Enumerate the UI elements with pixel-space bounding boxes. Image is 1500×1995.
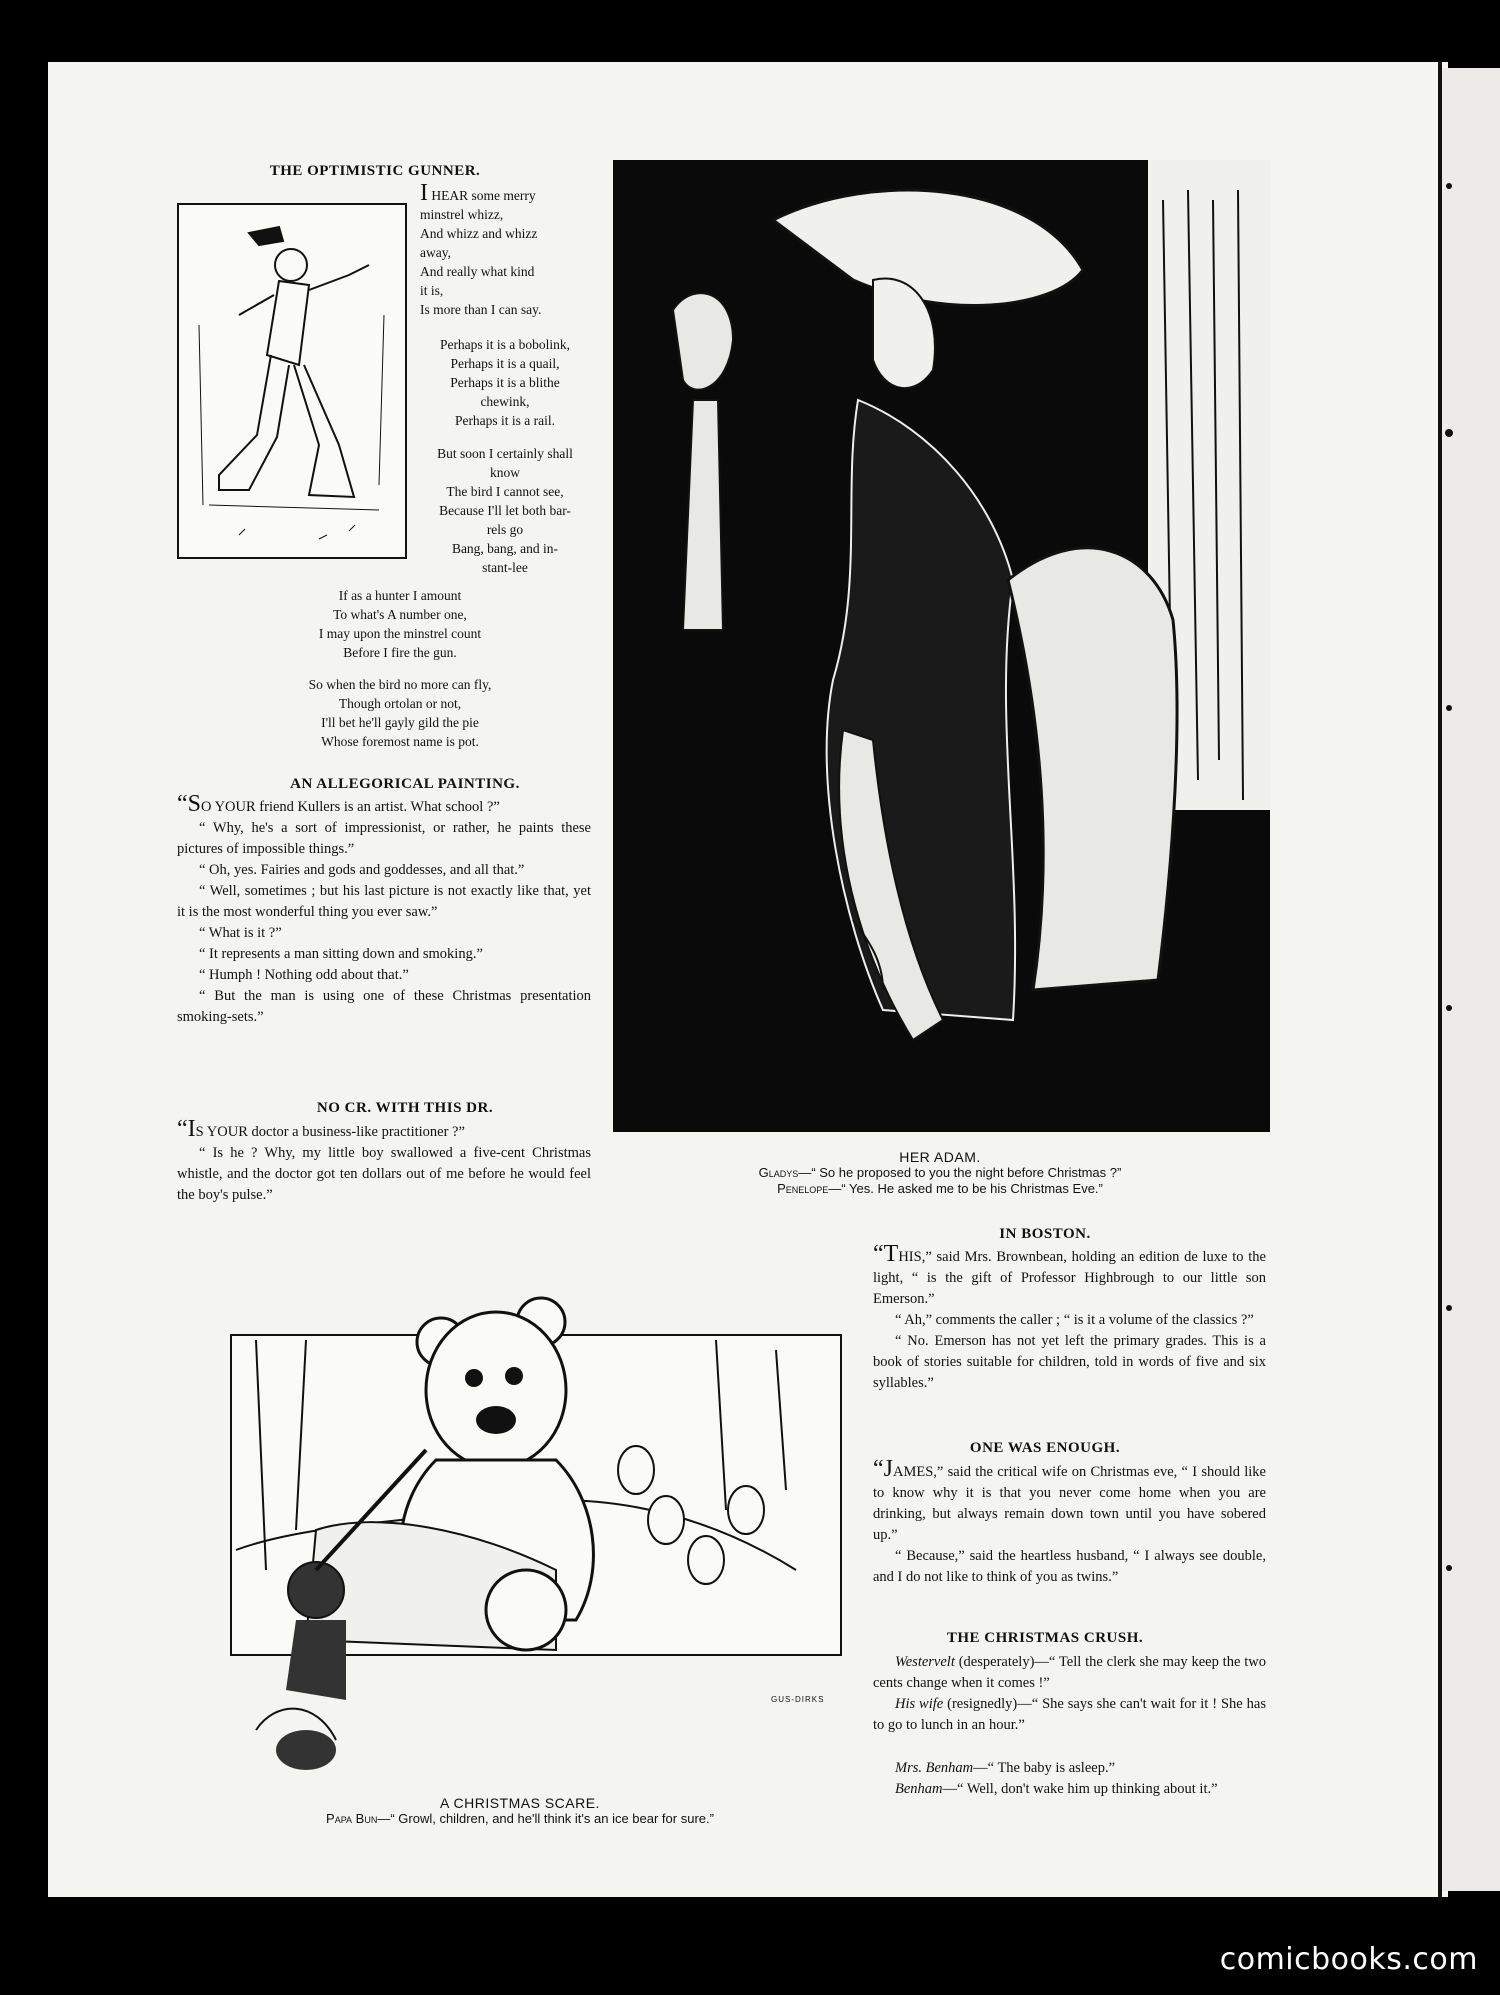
binding-marks (1442, 68, 1500, 1891)
poem-line: And really what kind (420, 264, 535, 279)
seated-woman-drawing (613, 160, 1270, 1132)
speaker: His wife (895, 1696, 944, 1712)
dialogue: (resignedly)—“ She says she can't wait for it ! She has to go to lunch in an hour.” (873, 1696, 1266, 1733)
allegorical-title: AN ALLEGORICAL PAINTING. (290, 776, 520, 792)
allegorical-article (177, 791, 591, 1028)
paragraph: “ Because,” said the heartless husband, “ I always see double, and I do not like to think of you as twins.” (873, 1548, 1266, 1585)
paragraph: “ What is it ?” (199, 925, 282, 941)
gunner-title: THE OPTIMISTIC GUNNER. (269, 163, 481, 179)
dialogue: —“ So he proposed to you the night before Christmas ?” (798, 1165, 1122, 1180)
poem-line: minstrel whizz, (420, 207, 504, 222)
poem-line: The bird I cannot see, (446, 484, 564, 499)
poem-line: I may upon the minstrel count (318, 626, 482, 641)
paragraph: “ It represents a man sitting down and smoking.” (199, 946, 483, 962)
dialogue: —“ Well, don't wake him up thinking about it.” (942, 1781, 1218, 1797)
enough-article (873, 1456, 1266, 1588)
paragraph: “ Oh, yes. Fairies and gods and goddesses, and all that.” (199, 862, 525, 878)
poem-line: And whizz and whizz (420, 226, 538, 241)
caption-line (640, 1181, 1240, 1197)
gunner-stanza-3 (420, 444, 590, 586)
poem-line: Before I fire the gun. (343, 645, 457, 660)
enough-title: ONE WAS ENOUGH. (969, 1440, 1121, 1456)
poem-line: Perhaps it is a quail, (450, 356, 560, 371)
poem-line: But soon I certainly shall (437, 446, 573, 461)
speaker: Penelope (777, 1181, 829, 1196)
speaker: Westervelt (895, 1654, 955, 1670)
poem-line: rels go (486, 522, 524, 537)
paragraph: “ Why, he's a sort of impressionist, or rather, he paints these pictures of impossible things.” (177, 820, 591, 857)
paragraph: “ Well, sometimes ; but his last picture is not exactly like that, yet it is the most wonderful thing you ever saw.” (177, 883, 591, 920)
nocr-article (177, 1116, 591, 1206)
poem-line: HEAR some merry (431, 188, 536, 203)
snow-bear-rabbits-drawing (196, 1270, 846, 1785)
poem-line: Bang, bang, and in- (451, 541, 559, 556)
open-quote: “ (873, 1241, 884, 1267)
dialogue: —“ The baby is asleep.” (973, 1760, 1116, 1776)
dialogue: —“ Growl, children, and he'll think it's an ice bear for sure.” (377, 1811, 714, 1826)
christmas-scare-illustration (196, 1270, 846, 1785)
paragraph: HIS,” said Mrs. Brownbean, holding an edition de luxe to the light, “ is the gift of Professor Highbrough to our little son Emerson.” (873, 1249, 1266, 1307)
poem-line: To what's A number one, (333, 607, 467, 622)
caption-title: HER ADAM. (899, 1149, 981, 1165)
poem-line: Perhaps it is a blithe (450, 375, 560, 390)
poem-line: Is more than I can say. (420, 302, 542, 317)
poem-line: Because I'll let both bar- (439, 503, 571, 518)
dialogue: (desperately)—“ Tell the clerk she may keep the two cents change when it comes !” (873, 1654, 1266, 1691)
poem-line: I'll bet he'll gayly gild the pie (321, 715, 479, 730)
paragraph: “ Ah,” comments the caller ; “ is it a volume of the classics ?” (895, 1312, 1254, 1328)
crush-title: THE CHRISTMAS CRUSH. (946, 1630, 1144, 1646)
gunner-stanza-1 (420, 180, 590, 328)
poem-line: Though ortolan or not, (338, 696, 462, 711)
poem-line: If as a hunter I amount (338, 588, 462, 603)
paragraph: “ But the man is using one of these Christmas presentation smoking-sets.” (177, 988, 591, 1025)
paragraph: O YOUR friend Kullers is an artist. What school ?” (201, 799, 500, 815)
boston-article (873, 1241, 1266, 1394)
site-watermark: comicbooks.com (1219, 1942, 1478, 1977)
poem-line: away, (420, 245, 451, 260)
artist-signature: GUS-DIRKS (771, 1695, 825, 1704)
paragraph: “ Is he ? Why, my little boy swallowed a five-cent Christmas whistle, and the doctor got ten dollars out of me before he would feel the boy's pulse.” (177, 1145, 591, 1203)
caption-line (640, 1165, 1240, 1181)
poem-line: it is, (420, 283, 444, 298)
her-adam-illustration (613, 160, 1270, 1132)
gunner-stanza-5 (270, 675, 530, 760)
gunner-stanza-2 (420, 335, 590, 439)
poem-line: stant-lee (482, 560, 528, 575)
poem-line: know (490, 465, 520, 480)
caption-title: A CHRISTMAS SCARE. (440, 1795, 600, 1811)
her-adam-caption (640, 1149, 1240, 1197)
caption-line (200, 1811, 840, 1827)
speaker: Gladys (758, 1165, 799, 1180)
gunner-illustration (177, 203, 407, 559)
dropcap: I (420, 180, 428, 206)
hunter-figure-drawing (179, 205, 405, 557)
dropcap: T (883, 1241, 899, 1267)
boston-title: IN BOSTON. (999, 1226, 1091, 1242)
dialogue: —“ Yes. He asked me to be his Christmas Eve.” (828, 1181, 1103, 1196)
speaker: Papa Bun (326, 1811, 378, 1826)
dropcap: I (187, 1116, 196, 1142)
paragraph: “ Humph ! Nothing odd about that.” (199, 967, 409, 983)
poem-line: Whose foremost name is pot. (321, 734, 479, 749)
poem-line: chewink, (480, 394, 530, 409)
dropcap: J (883, 1456, 893, 1482)
adjacent-page-edge (1442, 68, 1500, 1891)
paragraph: AMES,” said the critical wife on Christmas eve, “ I should like to know why it is that you never come home when you are drinking, but always remain down town until you have sobered up.” (873, 1464, 1266, 1543)
crush-article (873, 1652, 1266, 1800)
christmas-scare-caption (200, 1795, 840, 1827)
poem-line: So when the bird no more can fly, (308, 677, 492, 692)
dropcap: S (187, 791, 202, 817)
poem-line: Perhaps it is a rail. (454, 413, 556, 428)
speaker: Benham (895, 1781, 943, 1797)
open-quote: “ (177, 791, 188, 817)
gunner-stanza-4 (270, 586, 530, 671)
paragraph: S YOUR doctor a business-like practitioner ?” (195, 1124, 465, 1140)
speaker: Mrs. Benham (895, 1760, 974, 1776)
open-quote: “ (873, 1456, 884, 1482)
paragraph: “ No. Emerson has not yet left the primary grades. This is a book of stories suitable for children, told in words of five and six syllables.” (873, 1333, 1266, 1391)
open-quote: “ (177, 1116, 188, 1142)
poem-line: Perhaps it is a bobolink, (439, 337, 571, 352)
nocr-title: NO CR. WITH THIS DR. (316, 1100, 494, 1116)
